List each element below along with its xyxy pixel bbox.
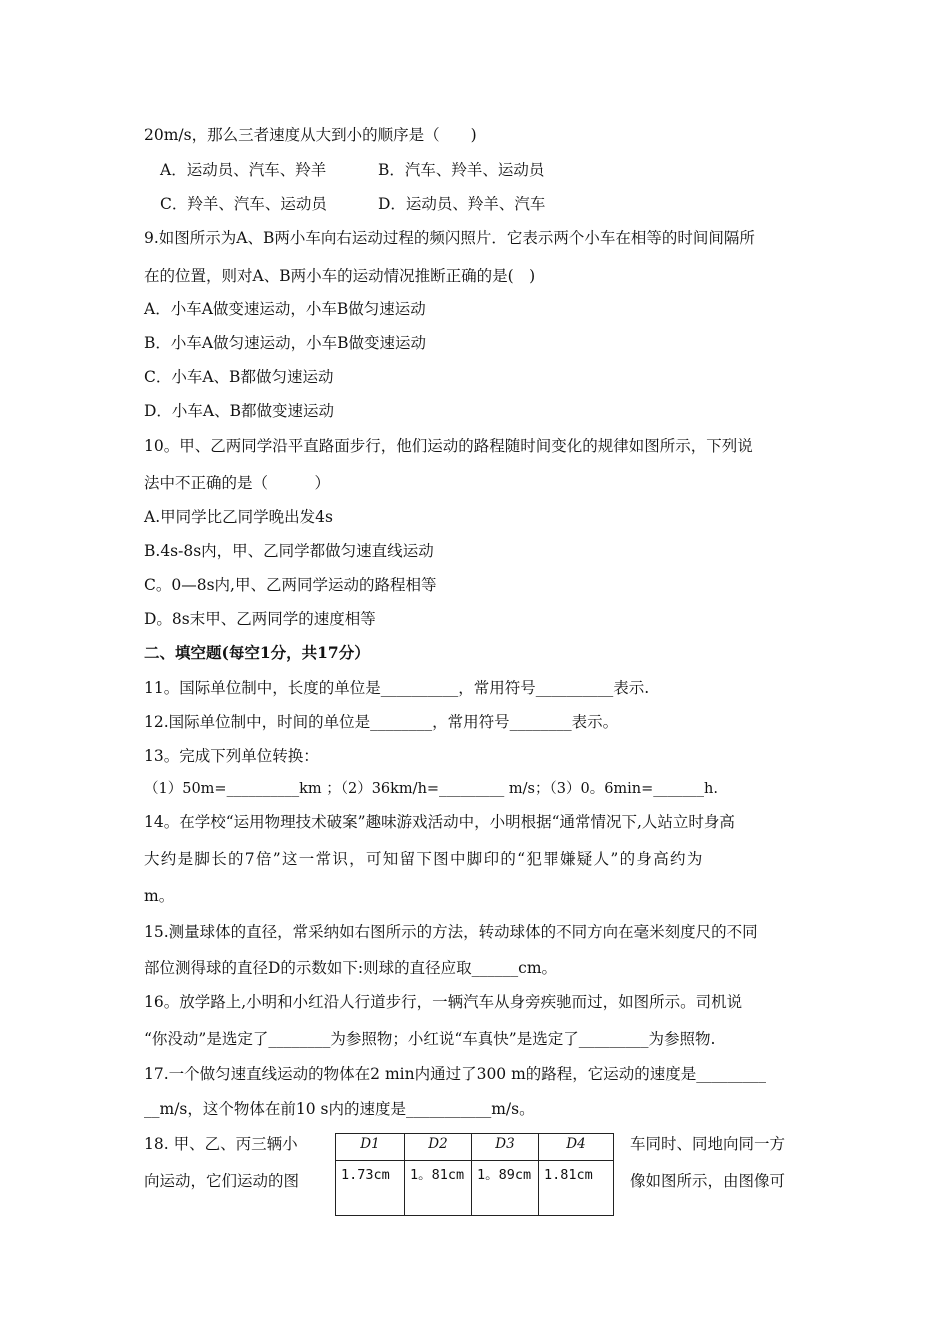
- q8-option-a: A．运动员、汽车、羚羊: [160, 161, 327, 179]
- q14-line2: 大约是脚长的7倍”这一常识，可知留下图中脚印的“犯罪嫌疑人”的身高约为: [144, 850, 704, 868]
- q10-option-a: A.甲同学比乙同学晚出发4s: [144, 508, 333, 526]
- value-d2: 1。81cm: [405, 1161, 472, 1216]
- q9-stem-line1: 9.如图所示为A、B两小车向右运动过程的频闪照片．它表示两个小车在相等的时间间隔所: [144, 229, 755, 247]
- q9-option-a: A．小车A做变速运动，小车B做匀速运动: [144, 300, 426, 318]
- q11: 11。国际单位制中，长度的单位是__________，常用符号__________表示.: [144, 679, 650, 697]
- q10-option-c: C。0—8s内,甲、乙两同学运动的路程相等: [144, 576, 437, 594]
- value-d3: 1。89cm: [472, 1161, 539, 1216]
- q17-line2: __m/s，这个物体在前10 s内的速度是___________m/s。: [144, 1100, 535, 1118]
- header-d1: D1: [336, 1134, 405, 1161]
- q10-option-b: B.4s-8s内，甲、乙同学都做匀速直线运动: [144, 542, 434, 560]
- value-d4: 1.81cm: [539, 1161, 614, 1216]
- q14-line1: 14。在学校“运用物理技术破案”趣味游戏活动中，小明根据“通常情况下,人站立时身高: [144, 813, 735, 831]
- q18-right-line1: 车同时、同地向同一方: [630, 1135, 786, 1153]
- q16-line2: “你没动”是选定了________为参照物；小红说“车真快”是选定了_________为参照物.: [144, 1030, 716, 1048]
- q15-line2: 部位测得球的直径D的示数如下:则球的直径应取______cm。: [144, 959, 558, 977]
- q13-stem: 13。完成下列单位转换：: [144, 747, 319, 765]
- q17-line1: 17.一个做匀速直线运动的物体在2 min内通过了300 m的路程，它运动的速度是_________: [144, 1065, 767, 1083]
- q8-stem-end: 20m/s，那么三者速度从大到小的顺序是（ ): [144, 126, 477, 144]
- q18-right-line2: 像如图所示，由图像可: [630, 1172, 786, 1190]
- q10-option-d: D。8s末甲、乙两同学的速度相等: [144, 610, 376, 628]
- section-2-heading: 二、填空题(每空1分，共17分）: [144, 643, 370, 662]
- q12: 12.国际单位制中，时间的单位是________，常用符号________表示。: [144, 713, 619, 731]
- q10-stem-line1: 10。甲、乙两同学沿平直路面步行，他们运动的路程随时间变化的规律如图所示，下列说: [144, 437, 753, 455]
- diameter-table-header-row: [336, 1134, 614, 1161]
- q16-line1: 16。放学路上,小明和小红沿人行道步行，一辆汽车从身旁疾驰而过，如图所示。司机说: [144, 993, 743, 1011]
- q8-option-d: D．运动员、羚羊、汽车: [378, 195, 546, 213]
- header-d4: D4: [539, 1134, 614, 1161]
- header-d2: D2: [405, 1134, 472, 1161]
- diameter-table-value-row: [336, 1161, 614, 1216]
- q9-option-b: B．小车A做匀速运动，小车B做变速运动: [144, 334, 426, 352]
- diameter-table: [335, 1133, 614, 1216]
- q14-line3: m。: [144, 887, 175, 905]
- q18-left-line1: 18. 甲、乙、丙三辆小: [144, 1135, 298, 1153]
- q9-option-c: C．小车A、B都做匀速运动: [144, 368, 334, 386]
- q10-stem-line2: 法中不正确的是（ ）: [144, 474, 331, 492]
- q8-option-c: C．羚羊、汽车、运动员: [160, 195, 327, 213]
- q15-line1: 15.测量球体的直径，常采纳如右图所示的方法，转动球体的不同方向在毫米刻度尺的不同: [144, 923, 758, 941]
- q9-option-d: D．小车A、B都做变速运动: [144, 402, 335, 420]
- header-d3: D3: [472, 1134, 539, 1161]
- q18-left-line2: 向运动，它们运动的图: [144, 1172, 300, 1190]
- value-d1: 1.73cm: [336, 1161, 405, 1216]
- q8-option-b: B．汽车、羚羊、运动员: [378, 161, 545, 179]
- q9-stem-line2: 在的位置，则对A、B两小车的运动情况推断正确的是( ): [144, 267, 536, 285]
- q13-conversions: （1）50m=__________km ；（2）36km/h=_________ m/s；（3）0。6min=_______h.: [144, 781, 718, 797]
